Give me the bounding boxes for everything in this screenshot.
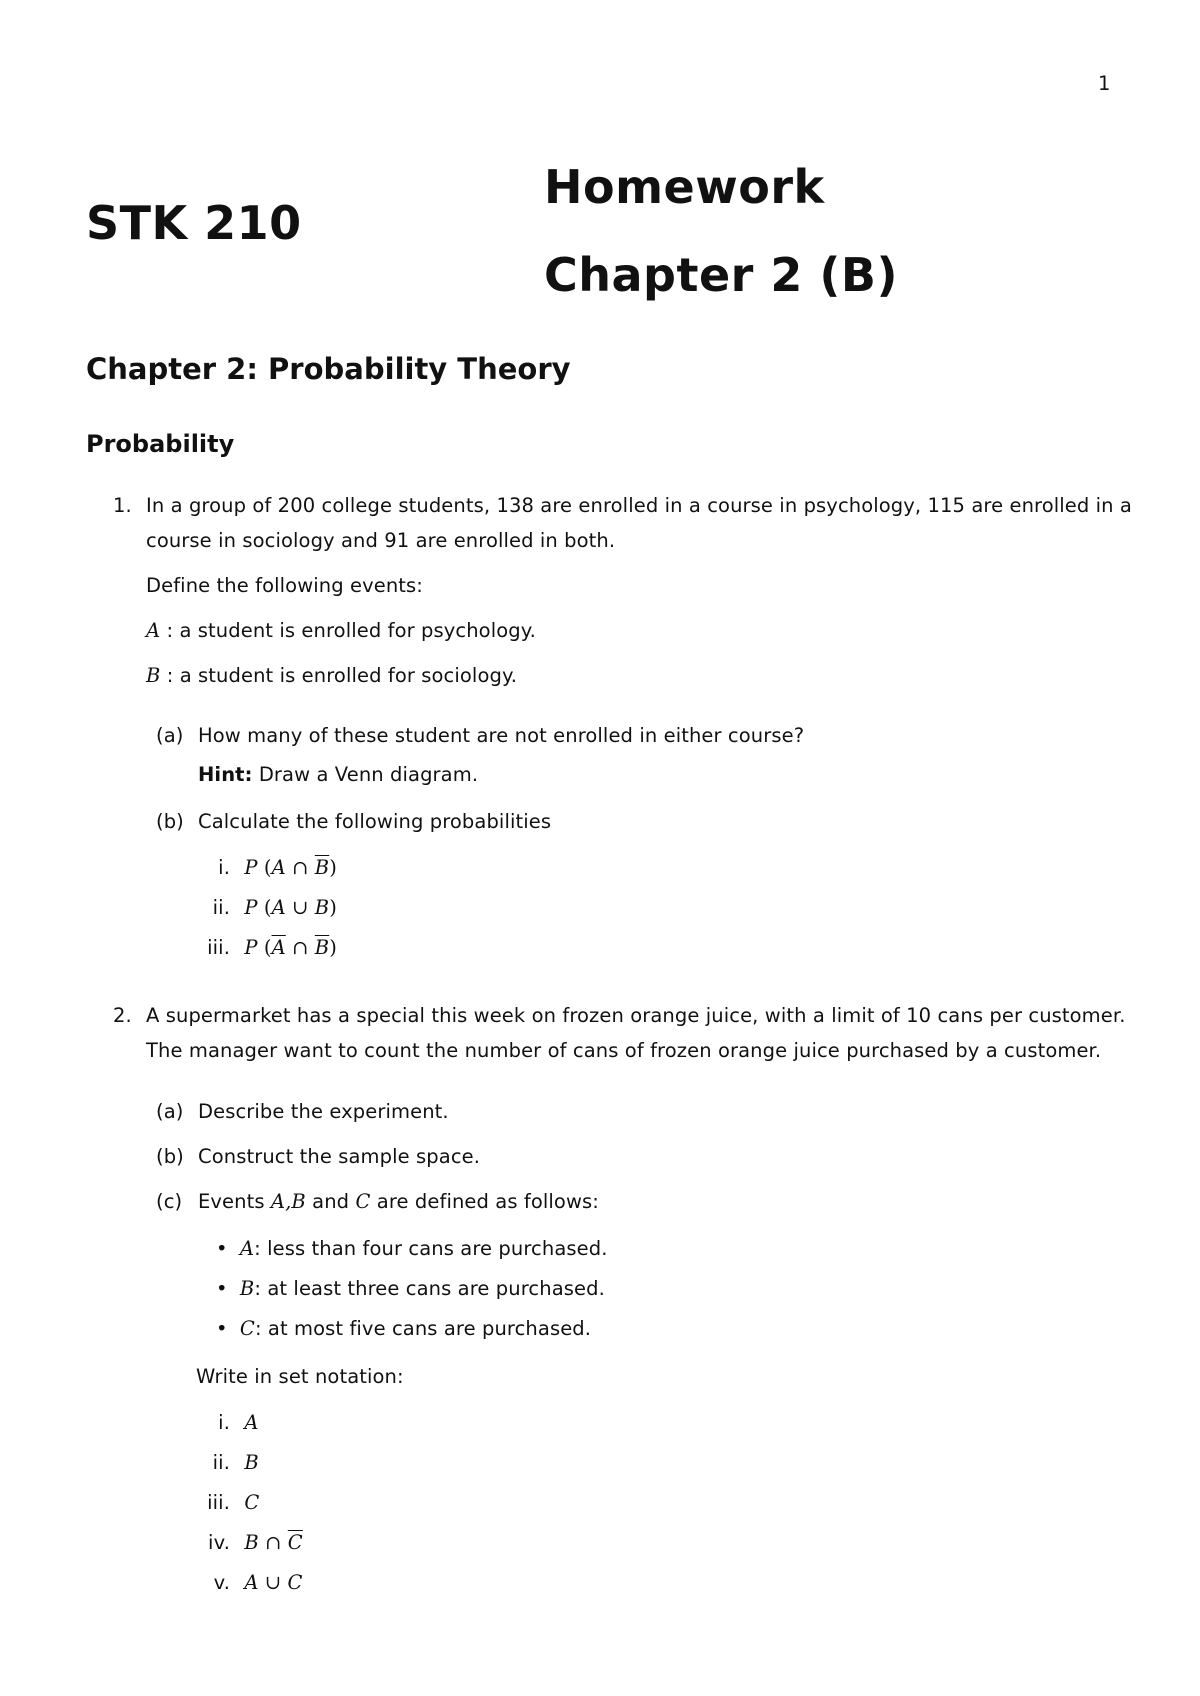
set-item-2	[190, 1451, 259, 1474]
bullet-icon: •	[216, 1237, 228, 1260]
event-b-symbol: B	[146, 664, 161, 687]
q1a-text: How many of these student are not enrolled in either course?	[198, 724, 805, 747]
set-expression: A	[244, 1411, 259, 1434]
item-label: iii.	[207, 936, 230, 959]
q1a-hint	[198, 763, 478, 786]
q2a-label: (a)	[156, 1100, 184, 1123]
set-item-1	[190, 1411, 259, 1434]
bullet-icon: •	[216, 1277, 228, 1300]
prob-expression: P (A ∪ B)	[244, 896, 337, 919]
prob-expression: P (A ∩ $\overline{B}$)	[244, 856, 337, 879]
bullet-symbol: A	[239, 1237, 255, 1260]
set-expression: C	[244, 1491, 260, 1514]
event-a-text: : a student is enrolled for psychology.	[160, 619, 536, 642]
chapter-title: Chapter 2 (B)	[544, 248, 898, 302]
set-expression: B ∩ $\overline{C}$	[244, 1531, 303, 1554]
section-title: Chapter 2: Probability Theory	[86, 352, 571, 386]
q1b-item-1	[190, 856, 337, 879]
page-number: 1	[1098, 72, 1111, 95]
set-expression: A ∪ C	[244, 1571, 303, 1594]
course-code: STK 210	[86, 196, 302, 250]
homework-title: Homework	[544, 160, 825, 214]
q1-event-a	[146, 619, 536, 642]
bullet-item-c	[216, 1317, 591, 1340]
hint-label: Hint:	[198, 763, 253, 786]
q2b-text: Construct the sample space.	[198, 1145, 481, 1168]
event-b-text: : a student is enrolled for sociology.	[160, 664, 518, 687]
q2c-text	[198, 1190, 599, 1213]
q1b-label: (b)	[156, 810, 184, 833]
item-label: iii.	[207, 1491, 230, 1514]
hint-text: Draw a Venn diagram.	[252, 763, 479, 786]
set-item-4	[190, 1531, 303, 1554]
set-item-3	[190, 1491, 259, 1514]
q2c-label: (c)	[156, 1190, 183, 1213]
bullet-item-a	[216, 1237, 608, 1260]
q2-text-line2: The manager want to count the number of cans of frozen orange juice purchased by a customer.	[146, 1039, 1102, 1062]
q2-text-line1: A supermarket has a special this week on frozen orange juice, with a limit of 10 cans per customer.	[146, 1004, 1126, 1027]
bullet-text: : less than four cans are purchased.	[254, 1237, 608, 1260]
c-text-mid: and	[305, 1190, 356, 1213]
event-a-symbol: A	[146, 619, 161, 642]
bullet-symbol: C	[239, 1317, 255, 1340]
q2-number: 2.	[113, 1004, 132, 1027]
set-expression: B	[244, 1451, 259, 1474]
q1-number: 1.	[113, 494, 132, 517]
bullet-symbol: B	[239, 1277, 255, 1300]
item-label: iv.	[208, 1531, 230, 1554]
write-instruction: Write in set notation:	[196, 1365, 404, 1388]
bullet-item-b	[216, 1277, 605, 1300]
q2a-text: Describe the experiment.	[198, 1100, 449, 1123]
q1-text-line1: In a group of 200 college students, 138 are enrolled in a course in psychology, 115 are enrolled in a	[146, 494, 1132, 517]
q1b-item-3	[190, 936, 337, 959]
q1b-item-2	[190, 896, 337, 919]
item-label: v.	[213, 1571, 230, 1594]
item-label: i.	[218, 856, 230, 879]
item-label: i.	[218, 1411, 230, 1434]
set-item-5	[190, 1571, 303, 1594]
subsection-title: Probability	[86, 430, 235, 458]
bullet-text: : at most five cans are purchased.	[254, 1317, 592, 1340]
q1-event-b	[146, 664, 517, 687]
q1b-text: Calculate the following probabilities	[198, 810, 552, 833]
q1a-label: (a)	[156, 724, 184, 747]
item-label: ii.	[212, 1451, 230, 1474]
c-text-post: are defined as follows:	[370, 1190, 599, 1213]
c-text-sym: A,B	[270, 1190, 306, 1213]
q1-define: Define the following events:	[146, 574, 423, 597]
bullet-icon: •	[216, 1317, 228, 1340]
q1-text-line2: course in sociology and 91 are enrolled in both.	[146, 529, 616, 552]
item-label: ii.	[212, 896, 230, 919]
c-text-sym2: C	[355, 1190, 371, 1213]
c-text-pre: Events	[198, 1190, 271, 1213]
q2b-label: (b)	[156, 1145, 184, 1168]
prob-expression: P ($\overline{A}$ ∩ $\overline{B}$)	[244, 936, 337, 959]
bullet-text: : at least three cans are purchased.	[254, 1277, 605, 1300]
